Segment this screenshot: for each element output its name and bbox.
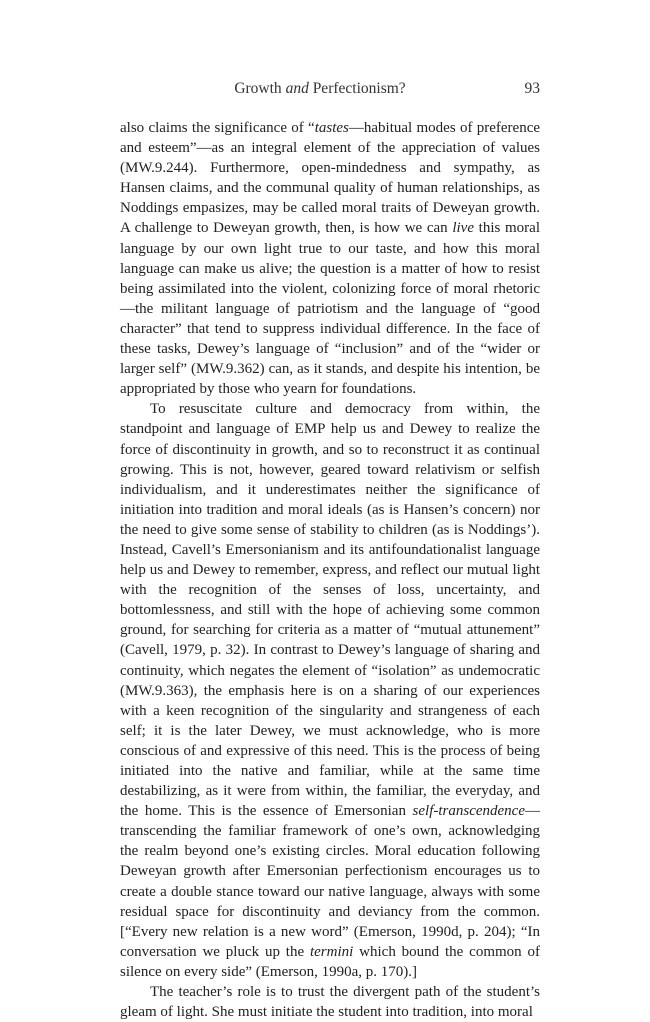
paragraph-3 bbox=[120, 982, 540, 1022]
running-title-part: Growth bbox=[234, 80, 286, 97]
running-head bbox=[120, 80, 540, 100]
text-run: The teacher’s role is to trust the divergent path of the student’s gleam of light. She must initiate the student into tradition, into moral bbox=[120, 984, 540, 1021]
body-text bbox=[120, 118, 540, 1022]
text-run: To resuscitate culture and democracy from within, the standpoint and language of EMP help us and Dewey to realize the force of discontinuity in growth, and so to reconstruct it as continual growing. This is not, however, geared toward relativism or selfish individualism, and it underestimates neither the significance of initiation into tradition and moral ideals (as is Hansen’s concern) nor the need to give some sense of stability to children (as is Noddings’). Instead, Cavell’s Emersonianism and its antifoundationalist language help us and Dewey to remember, express, and reflect our mutual light with the recognition of the senses of loss, uncertainty, and bottomlessness, and still with the hope of achieving some common ground, for searching for criteria as a matter of “mutual attunement” (Cavell, 1979, p. 32). In contrast to Dewey’s language of sharing and continuity, which negates the element of “isolation” as undemocratic (MW.9.363), the emphasis here is on a sharing of our experiences with a keen recognition of the singularity and strangeness of each self; it is the later Dewey, we must acknowledge, who is more conscious of and expressive of this need. This is the process of being initiated into the native and familiar, while at the same time destabilizing, as it were from within, the familiar, the everyday, and the home. This is the essence of Emersonian bbox=[120, 401, 540, 820]
italic-term: live bbox=[452, 220, 474, 237]
running-title-part: Perfectionism? bbox=[308, 80, 406, 97]
text-run: which bound the common of silence on every side” (Emerson, 1990a, p. 170).] bbox=[120, 943, 540, 980]
text-run: —habitual modes of preference and esteem”—as an integral element of the appreciation of values (MW.9.244). Furthermore, open-mindedness and sympathy, as Hansen claims, and the communal quality of human relationships, as Noddings empasizes, may be called moral traits of Deweyan growth. A challenge to Deweyan growth, then, is how we can bbox=[120, 120, 541, 237]
text-run: also claims the significance of “ bbox=[120, 120, 315, 136]
paragraph-2 bbox=[120, 399, 540, 982]
running-title-italic: and bbox=[285, 80, 309, 97]
text-run: —transcending the familiar framework of one’s own, acknowledging the realm beyond one’s existing circles. Moral education following Deweyan growth after Emersonian perfectionism encourages us to create a double stance toward our native language, always with some residual space for discontinuity and deviancy from the common. [“Every new relation is a new word” (Emerson, 1990d, p. 204); “In conversation we pluck up the bbox=[120, 803, 540, 960]
page-number: 93 bbox=[524, 80, 540, 97]
italic-term: tastes bbox=[314, 120, 349, 136]
italic-term: termini bbox=[309, 943, 354, 960]
text-run: this moral language by our own light true to our taste, and how this moral language can make us alive; the question is a matter of how to resist being assimilated into the violent, colonizing force of moral rhetoric—the militant language of patriotism and the language of “good character” that tend to suppress individual difference. In the face of these tasks, Dewey’s language of “inclusion” and of the “wider or larger self” (MW.9.362) can, as it stands, and despite his intention, be appropriated by those who yearn for foundations. bbox=[120, 220, 540, 398]
italic-term: self-transcendence bbox=[412, 803, 525, 820]
running-title bbox=[120, 80, 520, 98]
paragraph-1 bbox=[120, 118, 540, 399]
